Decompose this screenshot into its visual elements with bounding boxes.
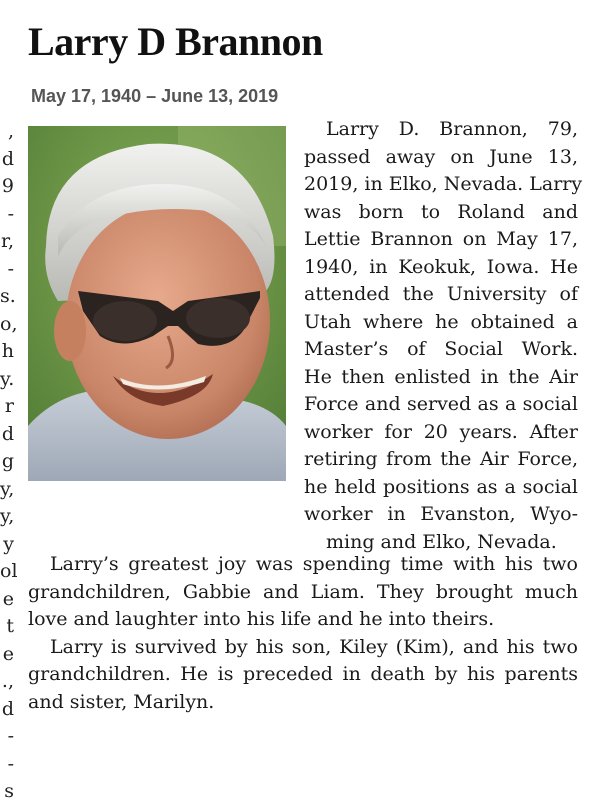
body-line: Larry is survived by his son, Kiley (Kim), and his two xyxy=(50,635,578,658)
fragment: y, xyxy=(0,477,15,500)
body-line: retiring from the Air Force, xyxy=(304,448,578,470)
body-line: passed away on June 13, xyxy=(304,145,578,168)
body-line: Lettie Brannon on May 17, xyxy=(304,228,578,250)
fragment: d xyxy=(1,147,14,170)
fragment: d xyxy=(1,422,14,445)
body-line: grandchildren, Gabbie and Liam. They brought much xyxy=(28,580,578,603)
fragment: y xyxy=(3,532,14,555)
body-line: Larry D. Brannon, 79, xyxy=(326,118,578,140)
body-line: grandchildren. He is preceded in death by his parents xyxy=(28,663,578,685)
fragment: y. xyxy=(0,367,15,390)
fragment: o, xyxy=(0,312,18,335)
fragment: s xyxy=(4,780,14,802)
fragment: r, xyxy=(0,230,14,252)
fragment: - xyxy=(7,725,14,747)
body-line: ming and Elko, Nevada. xyxy=(326,530,557,553)
fragment: s. xyxy=(0,285,16,307)
body-line: he held positions as a social xyxy=(304,475,578,498)
fragment: e xyxy=(2,642,14,665)
fragment: , xyxy=(7,120,14,142)
portrait-icon xyxy=(28,126,286,481)
obituary-body-full-width xyxy=(28,551,578,716)
fragment: h xyxy=(1,340,14,362)
body-line: worker for 20 years. After xyxy=(304,420,578,443)
fragment: y, xyxy=(0,505,15,527)
fragment: g xyxy=(1,450,14,472)
body-line: Larry’s greatest joy was spending time with his two xyxy=(50,553,578,575)
fragment: t xyxy=(6,615,14,637)
obituary-name: Larry D Brannon xyxy=(28,19,323,64)
body-line: Force and served as a social xyxy=(304,393,578,415)
body-line: He then enlisted in the Air xyxy=(304,365,578,388)
obituary-body-column xyxy=(304,116,583,556)
portrait-photo xyxy=(28,126,286,481)
fragment: - xyxy=(7,257,14,280)
body-line: worker in Evanston, Wyo- xyxy=(304,503,578,525)
fragment: - xyxy=(7,202,14,225)
fragment: ., xyxy=(1,670,14,692)
adjacent-column-fragments xyxy=(0,118,18,806)
body-line: 2019, in Elko, Nevada. Larry xyxy=(304,173,583,195)
body-line: Master’s of Social Work. xyxy=(304,338,578,360)
body-line: 1940, in Keokuk, Iowa. He xyxy=(304,255,578,278)
obituary-dates: May 17, 1940 – June 13, 2019 xyxy=(31,86,279,106)
body-line: attended the University of xyxy=(304,283,578,305)
fragment: e xyxy=(2,587,14,610)
fragment: r xyxy=(4,395,14,417)
fragment: d xyxy=(1,697,14,720)
body-line: was born to Roland and xyxy=(304,200,578,223)
body-line: love and laughter into his life and he into theirs. xyxy=(28,608,495,630)
body-line: and sister, Marilyn. xyxy=(28,690,215,713)
fragment: - xyxy=(7,752,14,775)
body-line: Utah where he obtained a xyxy=(304,310,578,333)
fragment: ol xyxy=(0,560,18,582)
fragment: 9 xyxy=(1,175,14,197)
